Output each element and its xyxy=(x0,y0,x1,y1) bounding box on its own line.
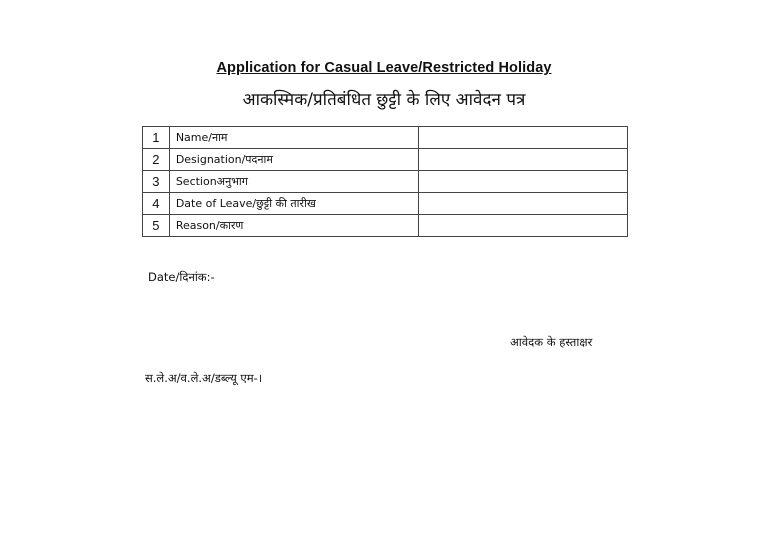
table-row xyxy=(143,149,628,171)
field-value-designation xyxy=(419,149,628,171)
table-row xyxy=(143,215,628,237)
leave-form-table xyxy=(142,126,628,237)
field-label-designation: Designation/पदनाम xyxy=(169,149,418,171)
field-label-reason: Reason/कारण xyxy=(169,215,418,237)
form-reference-code: स.ले.अ/व.ले.अ/डब्ल्यू एम-। xyxy=(145,371,263,385)
row-number: 5 xyxy=(143,215,170,237)
row-number: 2 xyxy=(143,149,170,171)
field-value-section xyxy=(419,171,628,193)
table-row xyxy=(143,127,628,149)
row-number: 4 xyxy=(143,193,170,215)
row-number: 1 xyxy=(143,127,170,149)
document-title-english: Application for Casual Leave/Restricted Holiday xyxy=(216,60,552,76)
table-row xyxy=(143,193,628,215)
document-title-hindi: आकस्मिक/प्रतिबंधित छुट्टी के लिए आवेदन पत्र xyxy=(242,90,526,110)
date-label: Date/दिनांक:- xyxy=(148,270,215,284)
table-row xyxy=(143,171,628,193)
row-number: 3 xyxy=(143,171,170,193)
field-value-name xyxy=(419,127,628,149)
applicant-signature-label: आवेदक के हस्ताक्षर xyxy=(510,335,593,349)
field-value-reason xyxy=(419,215,628,237)
field-label-date-of-leave: Date of Leave/छुट्टी की तारीख xyxy=(169,193,418,215)
field-value-date-of-leave xyxy=(419,193,628,215)
field-label-section: Sectionअनुभाग xyxy=(169,171,418,193)
field-label-name: Name/नाम xyxy=(169,127,418,149)
